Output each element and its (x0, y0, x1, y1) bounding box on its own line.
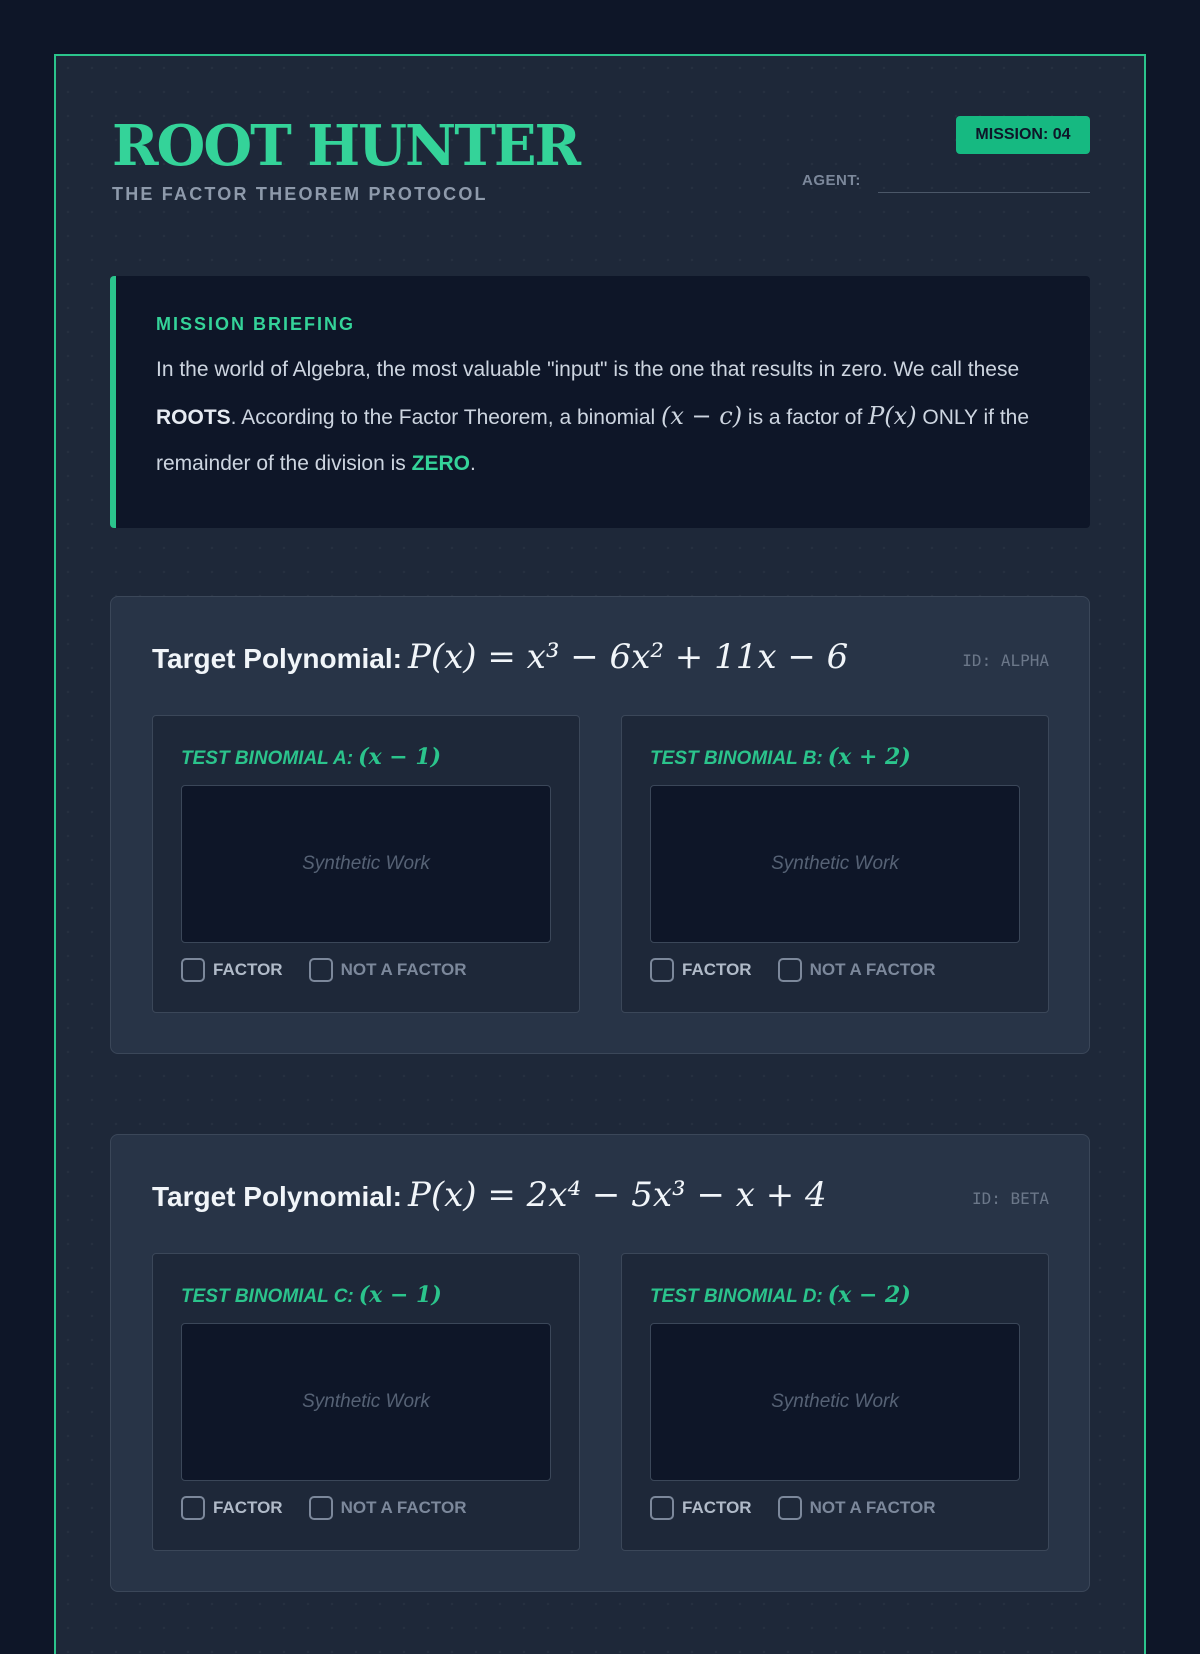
synthetic-work-area[interactable] (181, 785, 551, 943)
factor-checkbox[interactable] (181, 1496, 205, 1520)
not-factor-option[interactable] (309, 1496, 467, 1520)
factor-checkbox[interactable] (181, 958, 205, 982)
work-placeholder: Synthetic Work (302, 853, 430, 874)
factor-label: FACTOR (682, 960, 752, 979)
polynomial-card-beta (110, 1134, 1090, 1592)
factor-label: FACTOR (682, 1498, 752, 1517)
answer-options (650, 1496, 962, 1520)
test-label-text: TEST BINOMIAL B: (650, 748, 823, 769)
page-subtitle: THE FACTOR THEOREM PROTOCOL (112, 184, 488, 204)
polynomial-expression: P(x) = 2x⁴ − 5x³ − x + 4 (407, 1175, 827, 1215)
factor-checkbox[interactable] (650, 1496, 674, 1520)
not-factor-checkbox[interactable] (778, 958, 802, 982)
not-factor-checkbox[interactable] (309, 1496, 333, 1520)
not-factor-label: NOT A FACTOR (340, 960, 467, 979)
test-label (181, 1282, 442, 1308)
zero-keyword: ZERO (411, 452, 470, 475)
page-title: ROOT HUNTER (112, 113, 580, 179)
work-placeholder: Synthetic Work (771, 1391, 899, 1412)
polynomial-prefix: Target Polynomial: (152, 1181, 402, 1212)
not-factor-option[interactable] (778, 1496, 936, 1520)
answer-options (181, 1496, 493, 1520)
briefing-text-part-3: is a factor of (742, 406, 869, 429)
briefing-text-part-4: ONLY if the remainder of the division is (156, 406, 1030, 475)
polynomial-id: ID: ALPHA (962, 651, 1049, 670)
test-binomial-d (621, 1253, 1049, 1551)
test-label (650, 1282, 911, 1308)
briefing-text-part-5: . (469, 452, 476, 475)
factor-option[interactable] (650, 958, 752, 982)
briefing-text-part-1: In the world of Algebra, the most valuable "input" is the one that results in zero. We call these (156, 358, 1020, 381)
briefing-heading: MISSION BRIEFING (156, 314, 356, 334)
test-label-text: TEST BINOMIAL A: (181, 748, 354, 769)
factor-option[interactable] (181, 1496, 283, 1520)
not-factor-label: NOT A FACTOR (809, 960, 936, 979)
work-placeholder: Synthetic Work (771, 853, 899, 874)
briefing-text-part-2: . According to the Factor Theorem, a binomial (230, 406, 661, 429)
test-binomial-c (152, 1253, 580, 1551)
synthetic-work-area[interactable] (181, 1323, 551, 1481)
synthetic-work-area[interactable] (650, 1323, 1020, 1481)
work-placeholder: Synthetic Work (302, 1391, 430, 1412)
test-binomial-expression: (x − 1) (358, 1282, 442, 1308)
polynomial-notation: P(x) (868, 402, 917, 430)
factor-checkbox[interactable] (650, 958, 674, 982)
test-binomial-b (621, 715, 1049, 1013)
agent-label: AGENT: (802, 172, 861, 189)
synthetic-work-area[interactable] (650, 785, 1020, 943)
briefing-text (156, 347, 1050, 487)
test-binomial-expression: (x − 2) (827, 1282, 911, 1308)
answer-options (650, 958, 962, 982)
test-label (650, 744, 911, 770)
factor-option[interactable] (650, 1496, 752, 1520)
not-factor-checkbox[interactable] (309, 958, 333, 982)
worksheet-frame (54, 54, 1146, 1654)
roots-keyword: ROOTS (156, 406, 231, 429)
polynomial-title (152, 637, 848, 677)
factor-label: FACTOR (213, 960, 283, 979)
polynomial-id: ID: BETA (971, 1189, 1049, 1208)
test-label-text: TEST BINOMIAL C: (181, 1286, 354, 1307)
agent-name-field[interactable] (878, 192, 1090, 193)
factor-label: FACTOR (213, 1498, 283, 1517)
binomial-notation: (x − c) (661, 402, 743, 430)
factor-option[interactable] (181, 958, 283, 982)
polynomial-card-alpha (110, 596, 1090, 1054)
not-factor-checkbox[interactable] (778, 1496, 802, 1520)
not-factor-label: NOT A FACTOR (809, 1498, 936, 1517)
test-binomial-a (152, 715, 580, 1013)
mission-briefing (110, 276, 1090, 528)
not-factor-option[interactable] (778, 958, 936, 982)
test-binomial-expression: (x + 2) (827, 744, 911, 770)
not-factor-option[interactable] (309, 958, 467, 982)
polynomial-prefix: Target Polynomial: (152, 643, 402, 674)
test-label-text: TEST BINOMIAL D: (650, 1286, 823, 1307)
test-binomial-expression: (x − 1) (358, 744, 442, 770)
not-factor-label: NOT A FACTOR (340, 1498, 467, 1517)
answer-options (181, 958, 493, 982)
polynomial-expression: P(x) = x³ − 6x² + 11x − 6 (407, 637, 849, 677)
test-label (181, 744, 441, 770)
polynomial-title (152, 1175, 827, 1215)
mission-badge: MISSION: 04 (956, 116, 1090, 154)
